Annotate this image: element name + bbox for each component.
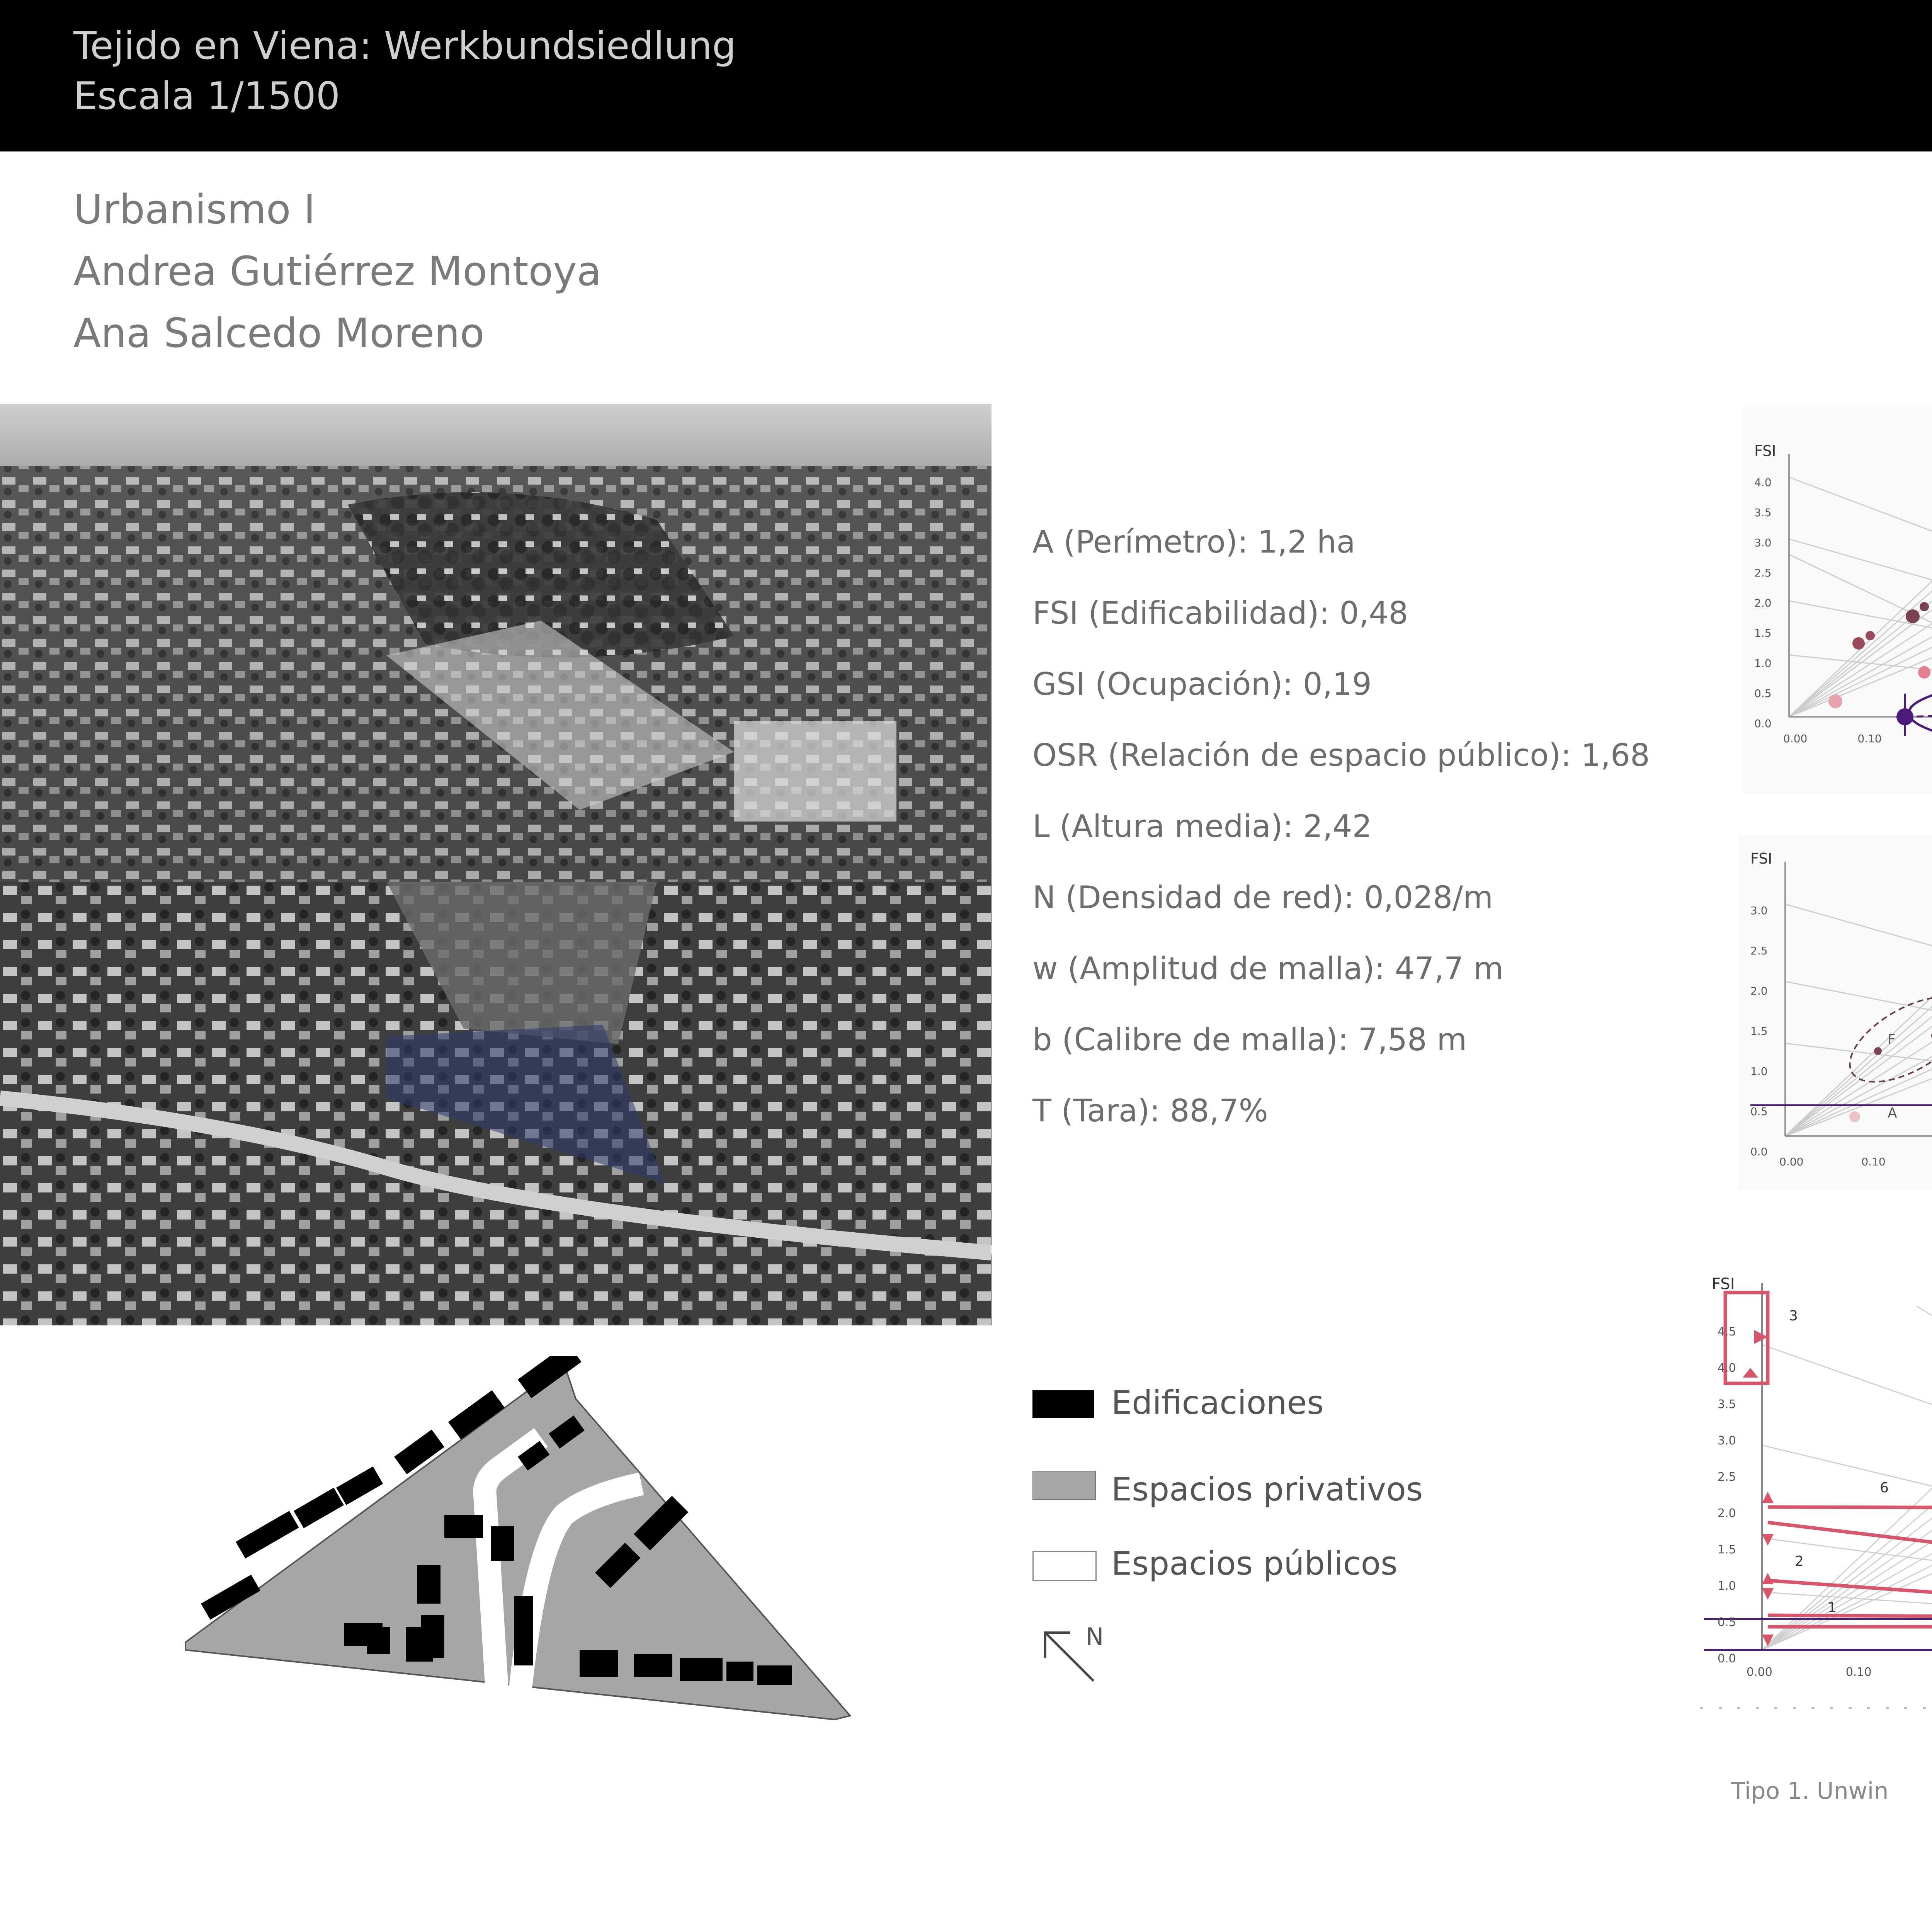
fsi-tick-label: 4.5 (1718, 1325, 1736, 1339)
gsi-ticks (1783, 732, 1932, 745)
author-1: Andrea Gutiérrez Montoya (73, 248, 602, 295)
fsi-tick-label: 3.0 (1718, 1434, 1736, 1448)
stat-t: T (Tara): 88,7% (1032, 1093, 1268, 1129)
legend-label-public: Espacios públicos (1111, 1544, 1398, 1582)
fsi-tick-label: 0.5 (1754, 687, 1772, 700)
stat-w: w (Amplitud de malla): 47,7 m (1032, 951, 1504, 987)
gsi-tick-label: 0.10 (1857, 732, 1882, 745)
zone-label: 6 (1880, 1480, 1889, 1496)
stat-l: L (Altura media): 2,42 (1032, 808, 1372, 844)
gsi-tick-label: 0.00 (1783, 732, 1808, 745)
fsi-tick-label: 2.0 (1718, 1507, 1736, 1520)
site-plan (178, 1356, 858, 1723)
stat-area: A (Perímetro): 1,2 ha (1032, 524, 1355, 560)
fsi-axis-label: FSI (1750, 850, 1772, 867)
fsi-tick-label: 2.0 (1750, 985, 1768, 997)
zone-labels (1700, 1244, 1932, 1723)
building-type-label: A (1888, 1105, 1897, 1121)
course-name: Urbanismo I (73, 186, 316, 233)
fsi-tick-label: 2.5 (1718, 1470, 1736, 1484)
zone-label: 3 (1789, 1308, 1798, 1324)
fsi-tick-label: 4.0 (1718, 1361, 1736, 1375)
fsi-tick-label: 1.5 (1718, 1543, 1736, 1556)
page-title: Tejido en Viena: Werkbundsiedlung (73, 24, 736, 68)
fsi-tick-label: 3.0 (1754, 536, 1772, 549)
stat-fsi: FSI (Edificabilidad): 0,48 (1032, 595, 1408, 631)
stat-b: b (Calibre de malla): 7,58 m (1032, 1022, 1467, 1058)
stat-osr: OSR (Relación de espacio público): 1,68 (1032, 737, 1650, 773)
fsi-tick-label: 0.5 (1750, 1105, 1768, 1118)
gsi-tick-label: 0.10 (1861, 1155, 1886, 1168)
fsi-axis-label: FSI (1754, 442, 1776, 459)
fsi-ticks (1754, 468, 1772, 739)
fsi-tick-label: 2.5 (1754, 566, 1772, 579)
north-label: N (1086, 1623, 1104, 1651)
legend-label-buildings: Edificaciones (1111, 1384, 1324, 1422)
zone-label: 1 (1828, 1600, 1837, 1616)
fsi-tick-label: 1.0 (1754, 657, 1772, 670)
legend-label-private: Espacios privativos (1111, 1470, 1423, 1508)
legend-swatch-buildings (1032, 1390, 1094, 1418)
zone-label: 2 (1795, 1553, 1804, 1569)
gsi-tick-label: 0.00 (1779, 1155, 1804, 1168)
fsi-tick-label: 1.5 (1754, 627, 1772, 640)
fsi-tick-label: 0.5 (1718, 1616, 1736, 1629)
fsi-tick-label: 0.0 (1754, 717, 1772, 730)
fsi-tick-label: 1.5 (1750, 1025, 1768, 1038)
header-bar (0, 0, 1932, 151)
author-2: Ana Salcedo Moreno (73, 310, 485, 357)
fsi-tick-label: 3.0 (1750, 904, 1768, 917)
gsi-tick-label: 0.10 (1845, 1665, 1872, 1679)
legend-swatch-public (1032, 1551, 1097, 1581)
aerial-photo-top (0, 882, 992, 1325)
building-type-label: F (1888, 1032, 1896, 1048)
stat-gsi: GSI (Ocupación): 0,19 (1032, 666, 1372, 702)
building-type-labels (1739, 835, 1932, 1190)
fsi-tick-label: 1.0 (1718, 1579, 1736, 1593)
spacemate-diagram-2 (1739, 835, 1932, 1190)
fsi-tick-label: 3.5 (1754, 506, 1772, 519)
fsi-tick-label: 3.5 (1718, 1398, 1736, 1411)
fsi-tick-label: 0.0 (1750, 1145, 1768, 1158)
fsi-tick-label: 2.5 (1750, 944, 1768, 957)
scale-label: Escala 1/1500 (73, 74, 340, 118)
fsi-axis-label: FSI (1712, 1275, 1735, 1293)
spacemate-diagram-1 (1743, 408, 1932, 794)
fsi-tick-label: 1.0 (1750, 1065, 1768, 1078)
stat-n: N (Densidad de red): 0,028/m (1032, 879, 1493, 915)
legend-swatch-private (1032, 1471, 1096, 1500)
fsi-tick-label: 0.0 (1718, 1652, 1736, 1665)
fsi-tick-label: 2.0 (1754, 597, 1772, 609)
aerial-photo-oblique (0, 404, 992, 882)
fsi-tick-label: 4.0 (1754, 476, 1772, 489)
spacemate-diagram-unwin (1700, 1244, 1932, 1723)
gsi-tick-label: 0.00 (1747, 1665, 1772, 1679)
diagram-caption: Tipo 1. Unwin (1731, 1778, 1889, 1805)
